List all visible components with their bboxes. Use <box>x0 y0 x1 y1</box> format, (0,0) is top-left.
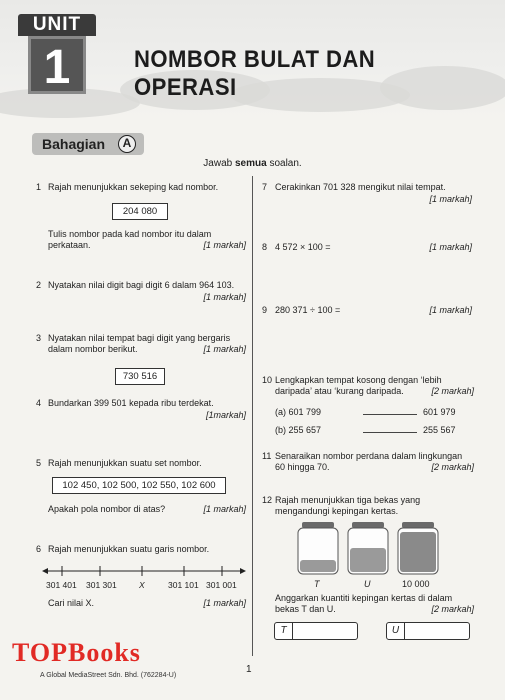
answer-box-u[interactable] <box>386 622 470 640</box>
question-1 <box>36 181 246 251</box>
question-text-3: perkataan. <box>48 240 91 250</box>
question-number: 11 <box>262 451 272 461</box>
mark-label: [2 markah] <box>431 604 474 614</box>
jar-10000 <box>396 522 440 576</box>
section-label: Bahagian <box>42 136 106 152</box>
instruction-bold: semua <box>234 158 267 169</box>
question-number: 4 <box>36 398 42 408</box>
unit-badge <box>18 14 96 100</box>
mark-label: [1 markah] <box>203 344 246 354</box>
question-text-3: Anggarkan kuantiti kepingan kertas di dalam <box>275 593 453 603</box>
instruction-pre: Jawab <box>203 158 235 169</box>
question-text: Bundarkan 399 501 kepada ribu terdekat. <box>48 398 214 408</box>
answer-blank[interactable] <box>363 406 417 415</box>
jar-u <box>346 522 390 576</box>
question-text: Rajah menunjukkan suatu garis nombor. <box>48 544 210 554</box>
tick-label: 301 001 <box>206 580 237 590</box>
part-a-right: 601 979 <box>423 407 456 417</box>
question-number: 3 <box>36 333 42 343</box>
question-text: Lengkapkan tempat kosong dengan ‘lebih <box>275 375 442 385</box>
instruction-post: soalan. <box>266 158 302 169</box>
mark-label: [1 markah] <box>429 242 472 252</box>
question-text: Cerakinkan 701 328 mengikut nilai tempat. <box>275 182 446 192</box>
question-number: 6 <box>36 544 42 554</box>
unit-label: UNIT <box>18 14 96 36</box>
mark-label: [1 markah] <box>429 305 472 315</box>
answer-blank[interactable] <box>363 424 417 433</box>
question-text-2: 60 hingga 70. <box>275 462 330 472</box>
instruction <box>0 158 505 169</box>
question-number: 9 <box>262 305 268 315</box>
brand-text: TOPBooks <box>12 638 141 667</box>
section-letter: A <box>118 135 136 153</box>
question-text-2: dalam nombor berikut. <box>48 344 138 354</box>
answer-box-label: U <box>387 623 405 639</box>
question-3 <box>36 332 246 394</box>
question-9 <box>262 304 472 318</box>
question-text: 4 572 × 100 = <box>275 242 331 252</box>
question-number: 10 <box>262 375 273 385</box>
mark-label: [1 markah] <box>203 292 246 302</box>
answer-box-t[interactable] <box>274 622 358 640</box>
part-b <box>275 424 473 436</box>
column-divider <box>252 176 253 656</box>
jar-label: 10 000 <box>402 579 430 589</box>
question-number: 1 <box>36 182 42 192</box>
question-text-2: daripada’ atau ‘kurang daripada. <box>275 386 404 396</box>
question-text-2: Tulis nombor pada kad nombor itu dalam <box>48 229 212 239</box>
question-text: Senaraikan nombor perdana dalam lingkungan <box>275 451 463 461</box>
question-text: 280 371 ÷ 100 = <box>275 305 341 315</box>
question-text: Rajah menunjukkan tiga bekas yang <box>275 495 421 505</box>
question-7 <box>262 181 472 207</box>
chapter-title: NOMBOR BULAT DAN OPERASI <box>134 46 376 101</box>
question-11 <box>262 450 474 476</box>
number-card: 730 516 <box>115 368 165 385</box>
question-text: Nyatakan nilai tempat bagi digit yang bergaris <box>48 333 231 343</box>
question-6 <box>36 543 246 613</box>
mark-label: [2 markah] <box>431 462 474 472</box>
unit-number: 1 <box>28 36 86 94</box>
question-number: 12 <box>262 495 273 505</box>
number-set-card: 102 450, 102 500, 102 550, 102 600 <box>52 477 226 494</box>
part-a <box>275 406 473 418</box>
part-b-left: (b) 255 657 <box>275 425 322 435</box>
publisher-info: A Global MediaStreet Sdn. Bhd. (762284-U) <box>40 672 177 679</box>
tick-label: 301 301 <box>86 580 117 590</box>
question-2 <box>36 279 246 305</box>
mark-label: [1 markah] <box>429 194 472 204</box>
tick-label-x: X <box>139 580 145 590</box>
question-text-4: bekas T dan U. <box>275 604 336 614</box>
mark-label: [1 markah] <box>203 504 246 514</box>
part-a-left: (a) 601 799 <box>275 407 322 417</box>
tick-label: 301 401 <box>46 580 77 590</box>
mark-label: [1 markah] <box>203 598 246 608</box>
question-text: Rajah menunjukkan sekeping kad nombor. <box>48 182 219 192</box>
question-4 <box>36 397 246 423</box>
question-number: 5 <box>36 458 42 468</box>
mark-label: [2 markah] <box>431 386 474 396</box>
question-number: 2 <box>36 280 42 290</box>
question-5 <box>36 457 246 519</box>
number-card: 204 080 <box>112 203 168 220</box>
question-text-2: Cari nilai X. <box>48 598 95 608</box>
section-tab <box>32 133 144 155</box>
question-text-2: mengandungi kepingan kertas. <box>275 506 399 516</box>
question-text-2: Apakah pola nombor di atas? <box>48 504 166 514</box>
part-b-right: 255 567 <box>423 425 456 435</box>
mark-label: [1markah] <box>205 410 246 420</box>
answer-box-label: T <box>275 623 293 639</box>
question-10 <box>262 374 474 438</box>
jar-label: U <box>364 579 371 589</box>
jar-t <box>296 522 340 576</box>
mark-label: [1 markah] <box>203 240 246 250</box>
jar-label: T <box>314 579 320 589</box>
question-8 <box>262 241 472 255</box>
question-text: Nyatakan nilai digit bagi digit 6 dalam 964 103. <box>48 280 235 290</box>
question-12 <box>262 494 474 644</box>
page-number: 1 <box>246 664 252 675</box>
brand-logo <box>12 638 141 668</box>
question-text: Rajah menunjukkan suatu set nombor. <box>48 458 202 468</box>
question-number: 8 <box>262 242 268 252</box>
tick-label: 301 101 <box>168 580 199 590</box>
question-number: 7 <box>262 182 268 192</box>
